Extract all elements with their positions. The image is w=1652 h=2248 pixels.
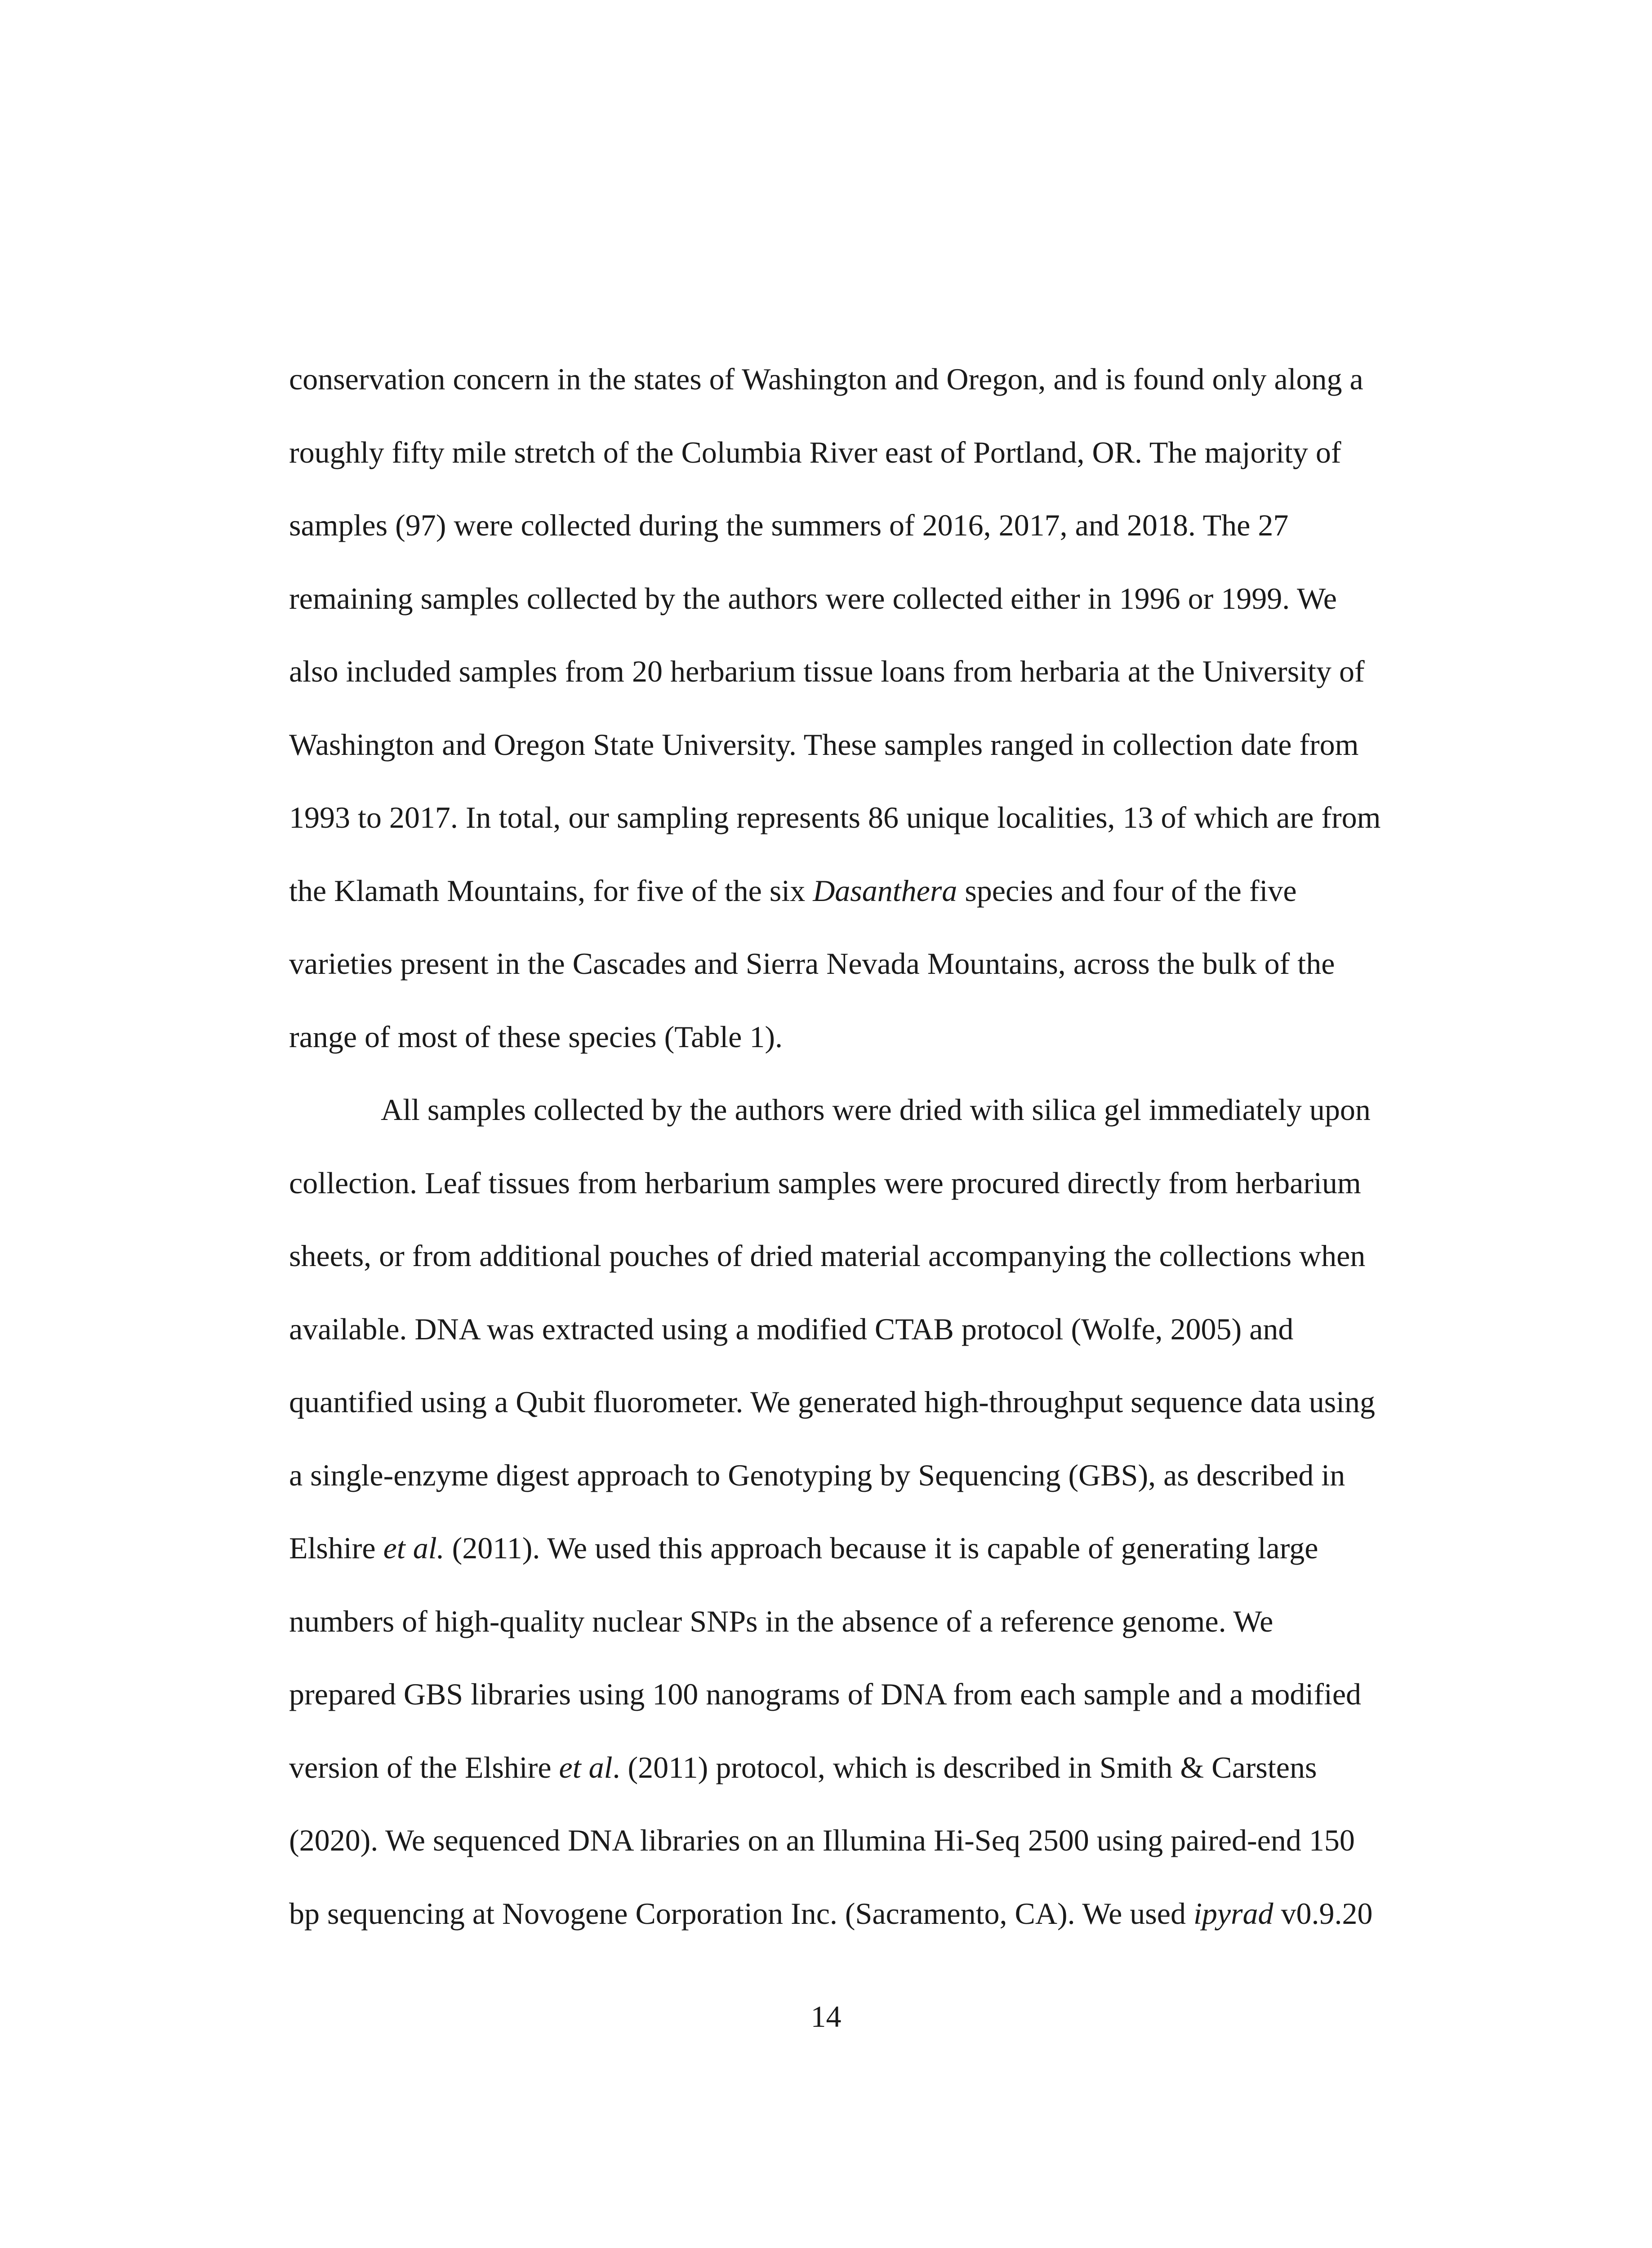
text-line: [289, 1457, 1413, 1530]
text-line: [289, 1530, 1413, 1603]
text-line: [289, 361, 1413, 434]
text-line: [289, 1822, 1413, 1896]
text-segment: . (2011) protocol, which is described in Smith & Carstens: [612, 1750, 1317, 1784]
text-segment: available. DNA was extracted using a modified CTAB protocol (Wolfe, 2005) and: [289, 1311, 1294, 1346]
text-line: [289, 1019, 1413, 1092]
text-segment: roughly fifty mile stretch of the Columbia River east of Portland, OR. The majority of: [289, 435, 1341, 469]
text-line: [289, 1092, 1413, 1165]
page-number: 14: [810, 1999, 842, 2034]
body-text: [289, 361, 1413, 1968]
text-segment: collection. Leaf tissues from herbarium samples were procured directly from herbarium: [289, 1165, 1361, 1200]
text-line: [289, 1676, 1413, 1749]
text-segment: species and four of the five: [957, 873, 1297, 908]
text-line: [289, 1165, 1413, 1238]
text-segment: (2011). We used this approach because it is capable of generating large: [444, 1531, 1318, 1565]
text-line: [289, 799, 1413, 873]
text-line: [289, 1896, 1413, 1969]
text-segment: range of most of these species (Table 1).: [289, 1019, 783, 1054]
text-segment: samples (97) were collected during the summers of 2016, 2017, and 2018. The 27: [289, 508, 1289, 542]
text-line: [289, 946, 1413, 1019]
text-segment: varieties present in the Cascades and Sierra Nevada Mountains, across the bulk of the: [289, 946, 1335, 981]
text-line: [289, 580, 1413, 654]
text-segment: prepared GBS libraries using 100 nanograms of DNA from each sample and a modified: [289, 1677, 1362, 1711]
text-segment: All samples collected by the authors were dried with silica gel immediately upon: [381, 1093, 1371, 1127]
text-line: [289, 434, 1413, 508]
text-line: [289, 727, 1413, 800]
text-segment: bp sequencing at Novogene Corporation Inc. (Sacramento, CA). We used: [289, 1896, 1193, 1931]
text-line: [289, 1238, 1413, 1311]
text-line: [289, 1749, 1413, 1823]
text-segment: numbers of high-quality nuclear SNPs in the absence of a reference genome. We: [289, 1604, 1274, 1638]
text-segment: 1993 to 2017. In total, our sampling represents 86 unique localities, 13 of which are from: [289, 800, 1381, 834]
italic-text: et al: [559, 1750, 613, 1784]
text-segment: conservation concern in the states of Washington and Oregon, and is found only along a: [289, 362, 1363, 396]
text-line: [289, 653, 1413, 727]
text-line: [289, 1603, 1413, 1677]
text-segment: remaining samples collected by the authors were collected either in 1996 or 1999. We: [289, 581, 1337, 616]
text-segment: also included samples from 20 herbarium tissue loans from herbaria at the University of: [289, 654, 1365, 688]
text-segment: (2020). We sequenced DNA libraries on an Illumina Hi-Seq 2500 using paired-end 150: [289, 1823, 1355, 1857]
text-segment: a single-enzyme digest approach to Genotyping by Sequencing (GBS), as described in: [289, 1458, 1345, 1492]
text-line: [289, 873, 1413, 946]
text-segment: Elshire: [289, 1531, 383, 1565]
text-segment: Washington and Oregon State University. These samples ranged in collection date from: [289, 727, 1359, 762]
text-segment: v0.9.20: [1273, 1896, 1373, 1931]
text-line: [289, 1311, 1413, 1384]
italic-text: ipyrad: [1193, 1896, 1274, 1931]
text-segment: version of the Elshire: [289, 1750, 559, 1784]
text-line: [289, 1384, 1413, 1457]
text-line: [289, 507, 1413, 580]
text-segment: the Klamath Mountains, for five of the six: [289, 873, 813, 908]
text-segment: sheets, or from additional pouches of dried material accompanying the collections when: [289, 1239, 1366, 1273]
italic-text: et al.: [383, 1531, 445, 1565]
text-segment: quantified using a Qubit fluorometer. We generated high-throughput sequence data using: [289, 1385, 1376, 1419]
italic-text: Dasanthera: [813, 873, 957, 908]
